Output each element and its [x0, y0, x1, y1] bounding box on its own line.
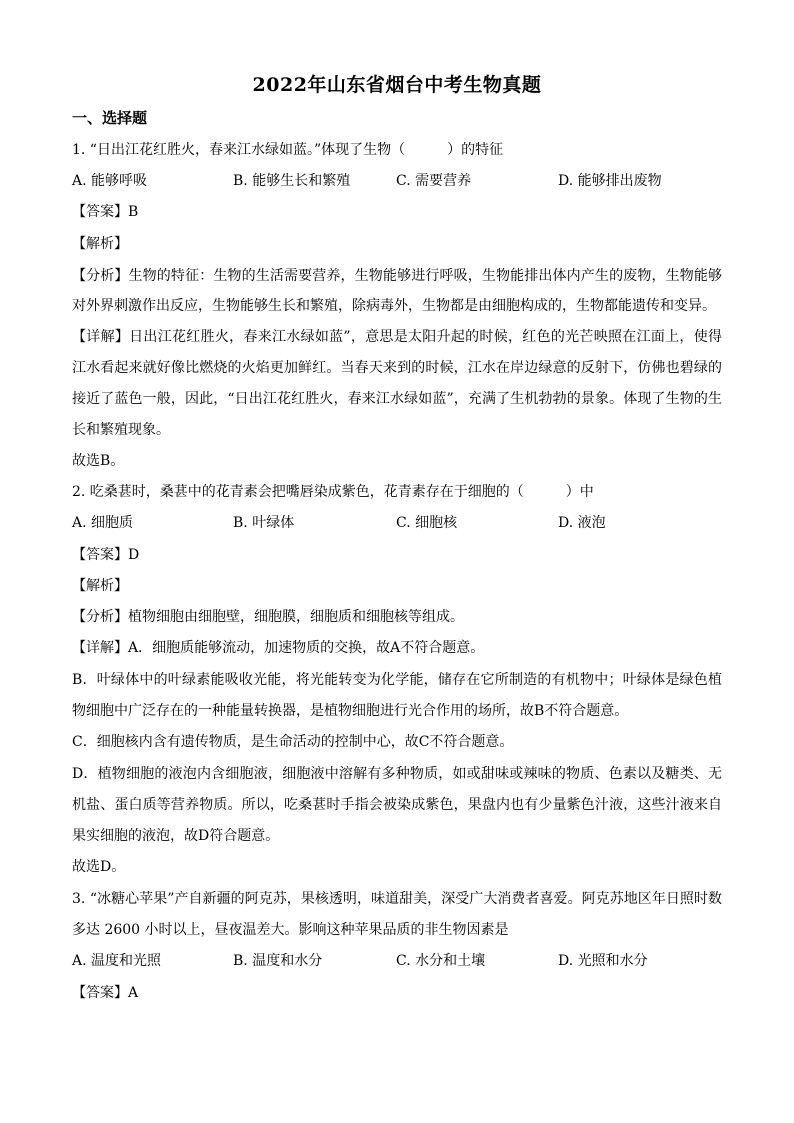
q2-options — [72, 513, 722, 533]
q2-conclusion: 故选D。 — [72, 859, 126, 875]
q2-b-line-1: B．叶绿体中的叶绿素能吸收光能，将光能转变为化学能，储存在它所制造的有机物中；叶绿体是绿色植 — [72, 672, 722, 688]
q2-option-a: A. 细胞质 — [72, 515, 134, 531]
q1-xiangjie-line-3: 接近了蓝色一般，因此，“日出江花红胜火，春来江水绿如蓝”，充满了生机勃勃的景象。体现了生物的生 — [72, 391, 722, 407]
q1-option-b: B. 能够生长和繁殖 — [233, 173, 351, 189]
q1-xiangjie-line-4: 长和繁殖现象。 — [72, 422, 170, 438]
q3-options — [72, 951, 722, 971]
q2-xiangjie-a: 【详解】A．细胞质能够流动，加速物质的交换，故A不符合题意。 — [72, 640, 485, 656]
section-heading: 一、选择题 — [72, 109, 148, 127]
q2-c: C．细胞核内含有遗传物质，是生命活动的控制中心，故C不符合题意。 — [72, 734, 514, 750]
q3-answer: 【答案】A — [72, 985, 139, 1001]
q1-option-c: C. 需要营养 — [396, 173, 472, 189]
q2-option-c: C. 细胞核 — [396, 515, 458, 531]
q1-xiangjie-line-1: 【详解】日出江花红胜火，春来江水绿如蓝”，意思是太阳升起的时候，红色的光芒映照在江面上，使得 — [72, 329, 722, 345]
q1-option-d: D. 能够排出废物 — [558, 173, 662, 189]
q1-option-a: A. 能够呼吸 — [72, 173, 148, 189]
q2-analysis-tag: 【解析】 — [72, 578, 128, 594]
q2-answer: 【答案】D — [72, 547, 140, 563]
q3-option-d: D. 光照和水分 — [558, 953, 648, 969]
q1-options — [72, 171, 722, 191]
q3-stem-line-1: 3. “冰糖心苹果”产自新疆的阿克苏，果核透明，味道甜美，深受广大消费者喜爱。阿克苏地区年日照时数 — [72, 891, 722, 907]
q2-b-line-2: 物细胞中广泛存在的一种能量转换器，是植物细胞进行光合作用的场所，故B不符合题意。 — [72, 703, 629, 719]
q2-fenxi: 【分析】植物细胞由细胞壁，细胞膜，细胞质和细胞核等组成。 — [72, 609, 464, 625]
q2-option-b: B. 叶绿体 — [233, 515, 295, 531]
q1-fenxi-line-1: 【分析】生物的特征：生物的生活需要营养，生物能够进行呼吸，生物能排出体内产生的废物，生物能够 — [72, 268, 722, 284]
q3-stem-line-2: 多达 2600 小时以上，昼夜温差大。影响这种苹果品质的非生物因素是 — [72, 922, 509, 938]
q2-d-line-1: D．植物细胞的液泡内含细胞液，细胞液中溶解有多种物质，如或甜味或辣味的物质、色素以及糖类、无 — [72, 766, 722, 782]
q1-conclusion: 故选B。 — [72, 453, 125, 469]
q3-option-a: A. 温度和光照 — [72, 953, 162, 969]
q1-xiangjie-line-2: 江水看起来就好像比燃烧的火焰更加鲜红。当春天来到的时候，江水在岸边绿意的反射下，仿佛也碧绿的 — [72, 360, 722, 376]
q3-option-c: C. 水分和土壤 — [396, 953, 486, 969]
q2-d-line-3: 果实细胞的液泡，故D符合题意。 — [72, 828, 280, 844]
q3-option-b: B. 温度和水分 — [233, 953, 323, 969]
q2-option-d: D. 液泡 — [558, 515, 606, 531]
q1-analysis-tag: 【解析】 — [72, 236, 128, 252]
q1-fenxi-line-2: 对外界刺激作出反应，生物能够生长和繁殖，除病毒外，生物都是由细胞构成的，生物都能遗传和变异。 — [72, 298, 716, 314]
q1-answer: 【答案】B — [72, 204, 139, 220]
q1-stem: 1. “日出江花红胜火，春来江水绿如蓝。”体现了生物（ ）的特征 — [72, 142, 504, 158]
q2-d-line-2: 机盐、蛋白质等营养物质。所以，吃桑葚时手指会被染成紫色，果盘内也有少量紫色汁液，这些汁液来自 — [72, 797, 722, 813]
q2-stem: 2. 吃桑葚时，桑葚中的花青素会把嘴唇染成紫色，花青素存在于细胞的（ ）中 — [72, 484, 594, 500]
page-title: 2022年山东省烟台中考生物真题 — [252, 74, 542, 96]
